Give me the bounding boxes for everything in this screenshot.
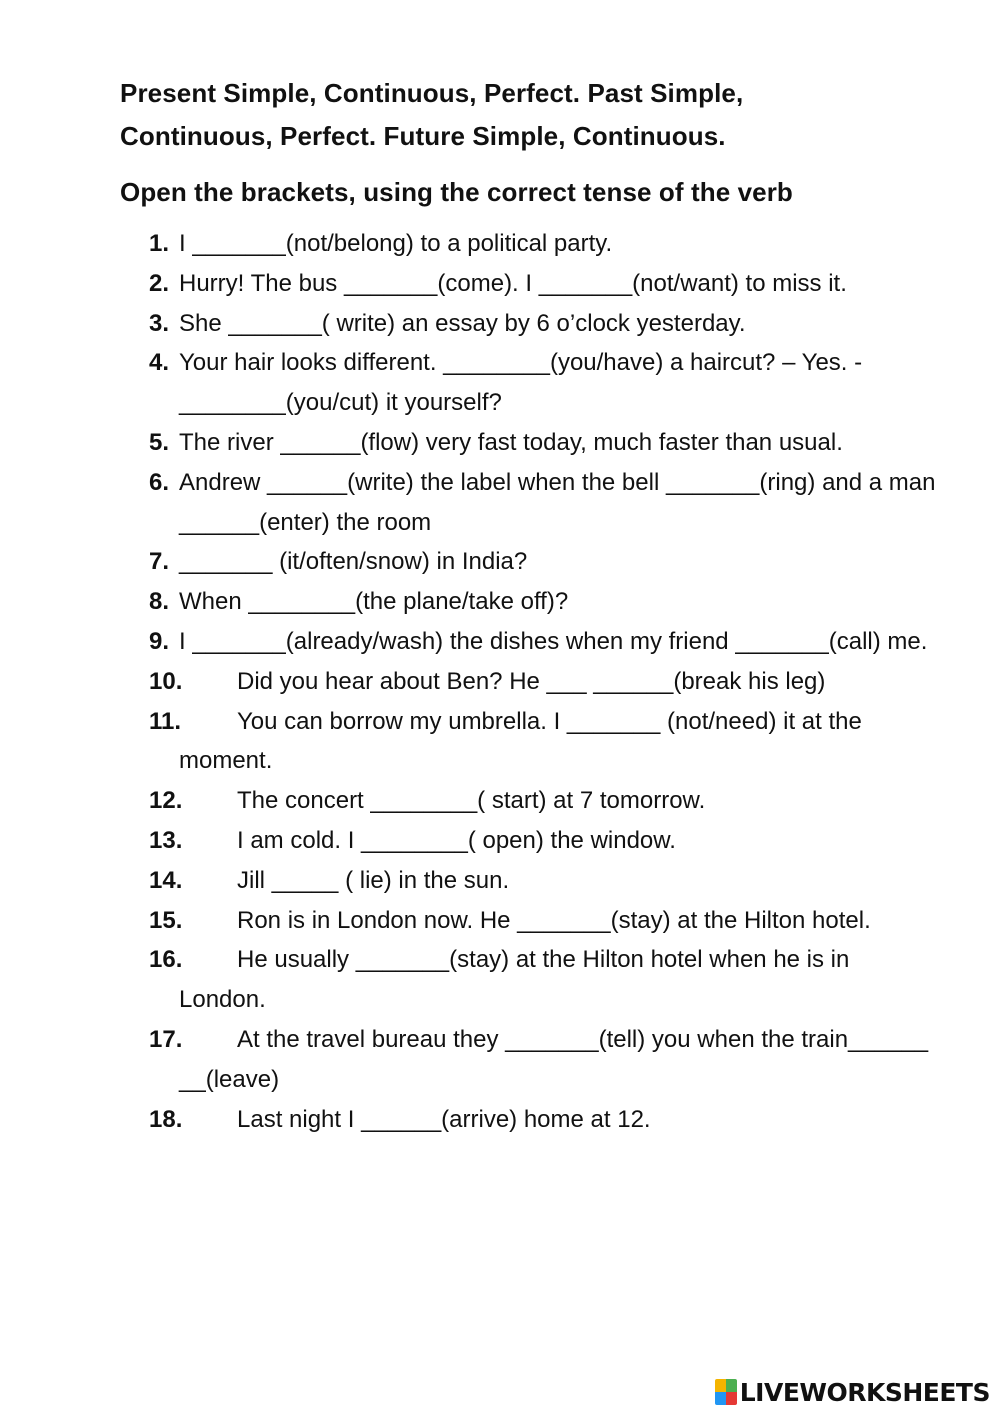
exercise-item bbox=[120, 264, 940, 304]
exercise-text: She _______( write) an essay by 6 o’clock yesterday. bbox=[179, 309, 746, 337]
exercise-number: 7. bbox=[149, 548, 170, 576]
exercise-item bbox=[120, 463, 940, 543]
exercise-number: 16. bbox=[149, 946, 183, 974]
exercise-text: Did you hear about Ben? He ___ ______(break his leg) bbox=[237, 667, 826, 695]
exercise-text: _______ (it/often/snow) in India? bbox=[179, 548, 528, 576]
exercise-text: Andrew ______(write) the label when the bell _______(ring) and a man ______(enter) the room bbox=[179, 468, 936, 536]
exercise-text: I _______(not/belong) to a political party. bbox=[179, 230, 613, 257]
logo-square-blue bbox=[715, 1392, 726, 1405]
exercise-text: You can borrow my umbrella. I _______ (not/need) it at the moment. bbox=[179, 707, 862, 775]
exercise-item bbox=[120, 582, 940, 622]
exercise-text: Ron is in London now. He _______(stay) at the Hilton hotel. bbox=[237, 906, 871, 934]
exercise-number: 4. bbox=[149, 349, 170, 377]
exercise-text: Last night I ______(arrive) home at 12. bbox=[237, 1105, 651, 1133]
exercise-number: 8. bbox=[149, 588, 170, 616]
exercise-number: 2. bbox=[149, 269, 170, 297]
logo-square-red bbox=[726, 1392, 737, 1405]
exercise-number: 18. bbox=[149, 1105, 183, 1133]
exercise-item bbox=[120, 821, 940, 861]
exercise-number: 9. bbox=[149, 627, 170, 655]
exercise-item bbox=[120, 224, 940, 264]
exercise-text: The concert ________( start) at 7 tomorrow. bbox=[237, 787, 706, 815]
exercise-number: 6. bbox=[149, 468, 170, 496]
exercise-text: I _______(already/wash) the dishes when my friend _______(call) me. bbox=[179, 627, 928, 655]
exercise-text: Jill _____ ( lie) in the sun. bbox=[237, 866, 510, 894]
exercise-number: 14. bbox=[149, 866, 183, 894]
exercise-number: 15. bbox=[149, 906, 183, 934]
exercise-number: 12. bbox=[149, 787, 183, 815]
worksheet bbox=[120, 72, 940, 1139]
exercise-number: 1. bbox=[149, 230, 170, 257]
exercise-text: I am cold. I ________( open) the window. bbox=[237, 826, 676, 854]
exercise-text: He usually _______(stay) at the Hilton hotel when he is in London. bbox=[179, 946, 850, 1014]
logo-square-yellow bbox=[715, 1379, 726, 1392]
logo-text: LIVEWORKSHEETS bbox=[739, 1377, 990, 1407]
exercise-number: 13. bbox=[149, 826, 183, 854]
exercise-text: The river ______(flow) very fast today, much faster than usual. bbox=[179, 428, 843, 456]
exercise-item bbox=[120, 542, 940, 582]
exercise-list bbox=[120, 224, 940, 1139]
exercise-item bbox=[120, 940, 940, 1020]
exercise-number: 5. bbox=[149, 428, 170, 456]
exercise-text: Your hair looks different. ________(you/have) a haircut? – Yes. - ________(you/cut) it yourself? bbox=[179, 349, 863, 417]
exercise-number: 3. bbox=[149, 309, 170, 337]
logo-square-green bbox=[726, 1379, 737, 1392]
exercise-item bbox=[120, 901, 940, 941]
liveworksheets-logo-icon bbox=[715, 1379, 737, 1405]
exercise-item bbox=[120, 662, 940, 702]
exercise-text: Hurry! The bus _______(come). I _______(not/want) to miss it. bbox=[179, 269, 847, 297]
exercise-item bbox=[120, 861, 940, 901]
exercise-item bbox=[120, 1100, 940, 1140]
exercise-item bbox=[120, 423, 940, 463]
exercise-item bbox=[120, 304, 940, 344]
exercise-item bbox=[120, 781, 940, 821]
worksheet-title bbox=[120, 72, 940, 158]
exercise-item bbox=[120, 1020, 940, 1100]
exercise-number: 10. bbox=[149, 667, 183, 695]
exercise-number: 11. bbox=[149, 707, 182, 735]
title-line-2: Continuous, Perfect. Future Simple, Continuous. bbox=[120, 121, 726, 151]
title-line-1: Present Simple, Continuous, Perfect. Past Simple, bbox=[120, 78, 744, 108]
exercise-item bbox=[120, 343, 940, 423]
liveworksheets-logo[interactable] bbox=[715, 1377, 990, 1407]
exercise-text: At the travel bureau they _______(tell) you when the train______ __(leave) bbox=[179, 1025, 929, 1093]
exercise-number: 17. bbox=[149, 1025, 183, 1053]
exercise-item bbox=[120, 702, 940, 782]
exercise-item bbox=[120, 622, 940, 662]
exercise-text: When ________(the plane/take off)? bbox=[179, 588, 569, 616]
instruction-text: Open the brackets, using the correct tense of the verb bbox=[120, 177, 793, 207]
